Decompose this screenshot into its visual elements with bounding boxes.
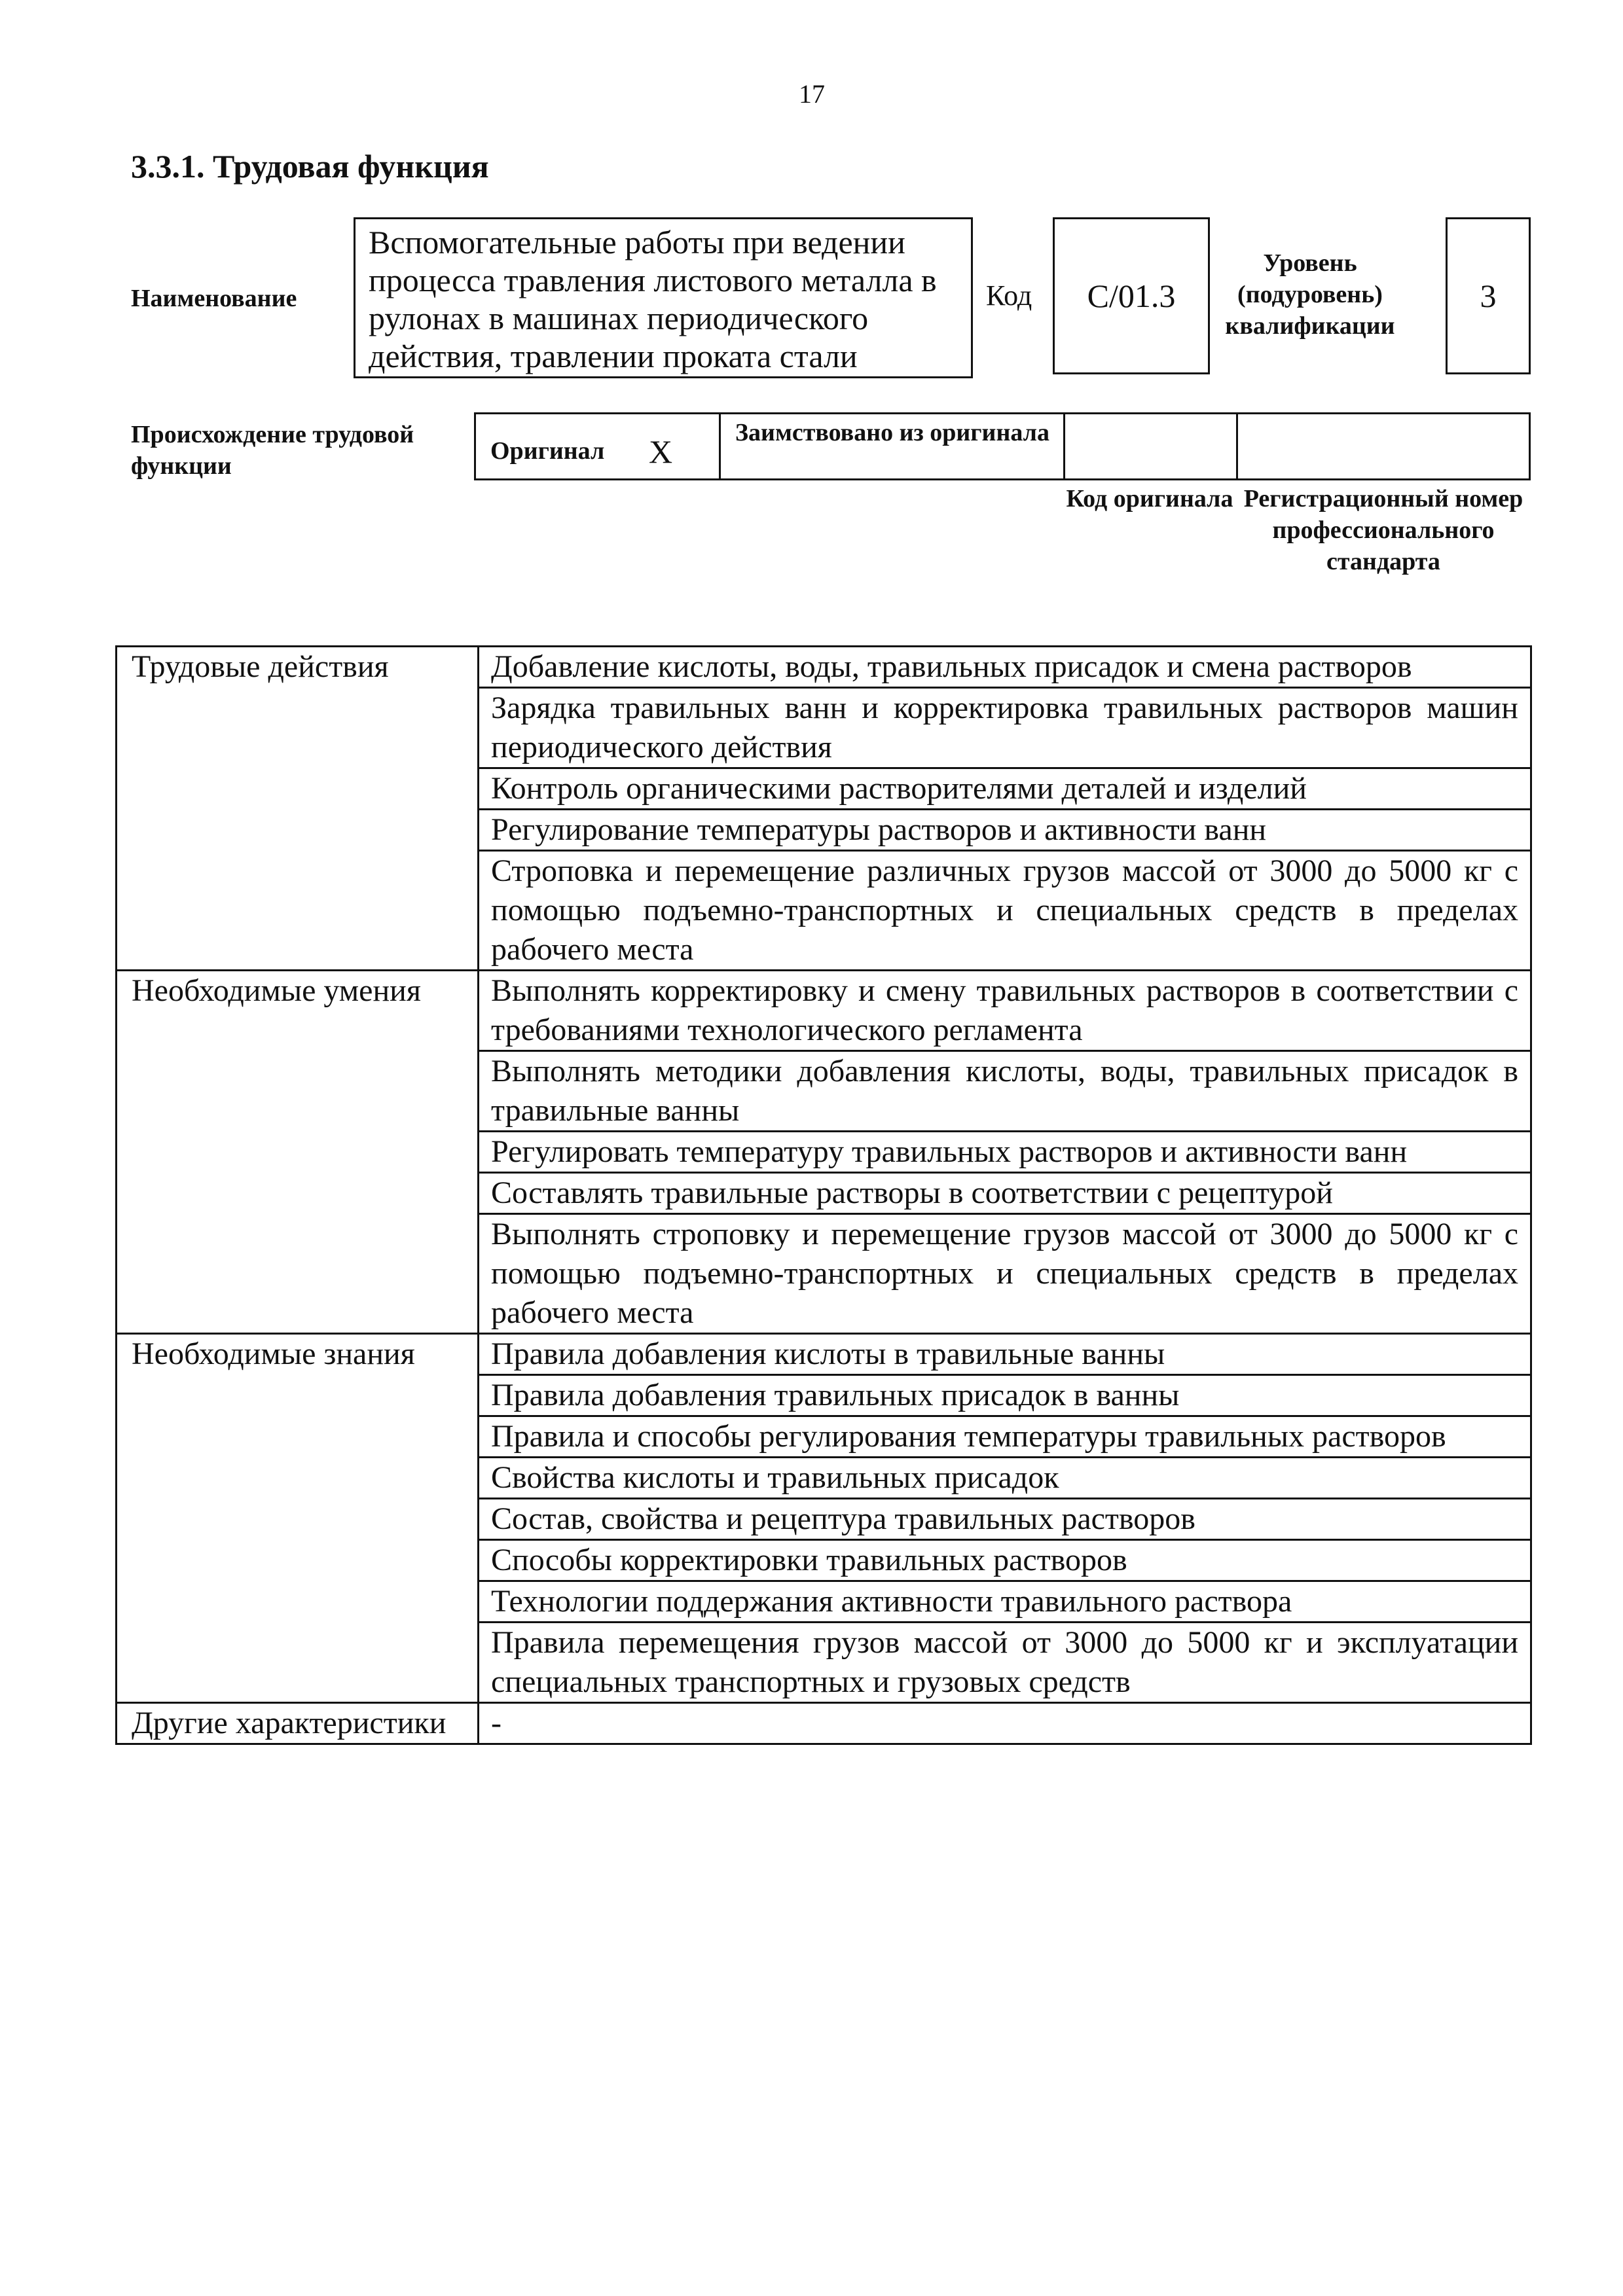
- section-item-cell: -: [479, 1703, 1531, 1744]
- name-label: Наименование: [131, 285, 297, 312]
- code-label: Код: [986, 279, 1032, 312]
- qualification-level-box: 3: [1446, 217, 1531, 374]
- borrowed-cell: [721, 414, 1065, 478]
- section-item-cell: Способы корректировки травильных растворов: [479, 1540, 1531, 1581]
- section-title-cell: Необходимые умения: [117, 971, 479, 1334]
- section-item-cell: Выполнять методики добавления кислоты, воды, травильных присадок в травильные ванны: [479, 1051, 1531, 1132]
- section-title: 3.3.1. Трудовая функция: [131, 148, 489, 185]
- original-cell: [476, 414, 721, 478]
- table-row: [117, 1334, 1531, 1375]
- section-item-cell: Правила добавления кислоты в травильные ванны: [479, 1334, 1531, 1375]
- origin-label: Происхождение трудовой функции: [131, 421, 414, 480]
- section-item-cell: Состав, свойства и рецептура травильных растворов: [479, 1499, 1531, 1540]
- function-code-box: C/01.3: [1053, 217, 1210, 374]
- section-item-cell: Правила и способы регулирования температуры травильных растворов: [479, 1416, 1531, 1458]
- section-item-cell: Выполнять строповку и перемещение грузов массой от 3000 до 5000 кг с помощью подъемно-транспортных и специальных средств в пределах рабочего места: [479, 1214, 1531, 1334]
- section-title-cell: Необходимые знания: [117, 1334, 479, 1703]
- section-item-cell: Свойства кислоты и травильных присадок: [479, 1458, 1531, 1499]
- code-original-cell: [1065, 414, 1238, 478]
- section-item-cell: Регулировать температуру травильных растворов и активности ванн: [479, 1132, 1531, 1173]
- function-name-box: Вспомогательные работы при ведении процесса травления листового металла в рулонах в машинах периодического действия, травлении проката стали: [354, 217, 973, 378]
- section-item-cell: Выполнять корректировку и смену травильных растворов в соответствии с требованиями технологического регламента: [479, 971, 1531, 1051]
- section-item-cell: Строповка и перемещение различных грузов массой от 3000 до 5000 кг с помощью подъемно-транспортных и специальных средств в пределах рабочего места: [479, 851, 1531, 971]
- reg-number-caption: Регистрационный номер профессионального стандарта: [1243, 485, 1523, 575]
- qualification-level-label: Уровень (подуровень) квалификации: [1225, 249, 1395, 340]
- section-item-cell: Зарядка травильных ванн и корректировка травильных растворов машин периодического действия: [479, 688, 1531, 768]
- section-item-cell: Регулирование температуры растворов и активности ванн: [479, 810, 1531, 851]
- original-label: Оригинал: [490, 437, 605, 465]
- table-row: [117, 971, 1531, 1051]
- function-details-table: [115, 645, 1532, 1745]
- code-original-caption: Код оригинала: [1066, 485, 1233, 512]
- section-item-cell: Правила добавления травильных присадок в ванны: [479, 1375, 1531, 1416]
- table-row: [117, 1703, 1531, 1744]
- section-title-cell: Трудовые действия: [117, 647, 479, 971]
- section-item-cell: Технологии поддержания активности травильного раствора: [479, 1581, 1531, 1623]
- section-item-cell: Контроль органическими растворителями деталей и изделий: [479, 768, 1531, 810]
- section-item-cell: Добавление кислоты, воды, травильных присадок и смена растворов: [479, 647, 1531, 688]
- borrowed-label: Заимствовано из оригинала: [735, 419, 1049, 446]
- original-mark: X: [649, 433, 673, 470]
- section-item-cell: Правила перемещения грузов массой от 3000 до 5000 кг и эксплуатации специальных транспортных и грузовых средств: [479, 1623, 1531, 1703]
- table-row: [117, 647, 1531, 688]
- section-item-cell: Составлять травильные растворы в соответствии с рецептурой: [479, 1173, 1531, 1214]
- origin-row: [474, 412, 1531, 480]
- page-number: 17: [799, 79, 825, 109]
- reg-number-cell: [1238, 414, 1533, 478]
- section-title-cell: Другие характеристики: [117, 1703, 479, 1744]
